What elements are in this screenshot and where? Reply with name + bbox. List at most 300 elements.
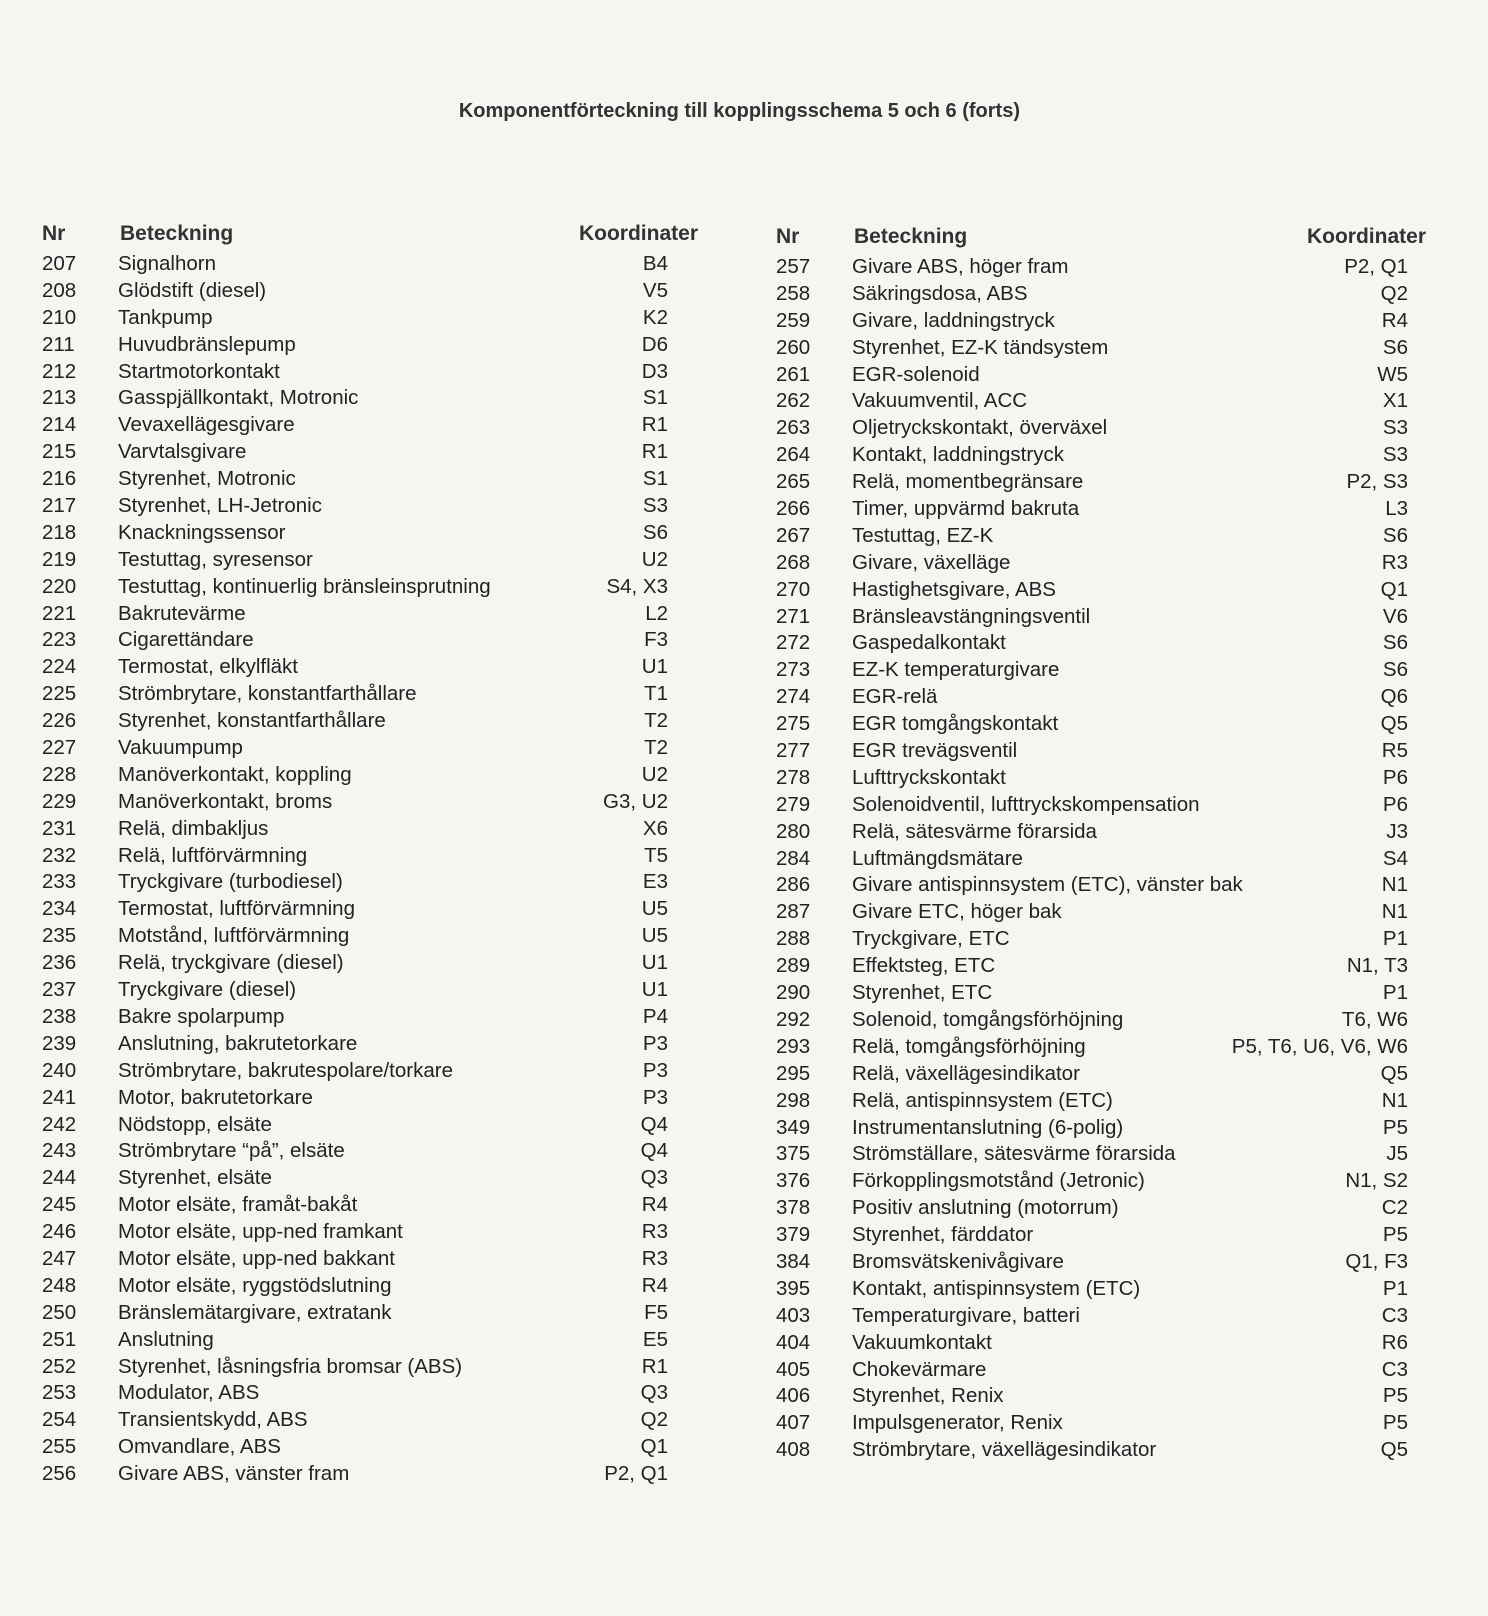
row-koordinater: P5 <box>1382 1115 1408 1139</box>
row-koordinater: U5 <box>641 897 668 921</box>
row-nr: 221 <box>42 601 77 625</box>
table-row <box>42 708 698 735</box>
row-koordinater: T5 <box>644 843 668 867</box>
row-koordinater: R4 <box>1381 308 1408 332</box>
row-koordinater: S6 <box>1382 631 1408 655</box>
row-beteckning: Modulator, ABS <box>118 1381 260 1405</box>
row-koordinater: Q1, F3 <box>1345 1249 1408 1273</box>
table-row <box>776 630 1426 657</box>
table-row <box>776 1195 1426 1222</box>
row-koordinater: P1 <box>1382 927 1408 951</box>
row-nr: 261 <box>776 362 811 386</box>
row-beteckning: Relä, dimbakljus <box>118 816 269 840</box>
row-beteckning: Hastighetsgivare, ABS <box>852 577 1056 601</box>
row-nr: 293 <box>776 1034 811 1058</box>
table-row <box>42 816 698 843</box>
row-beteckning: Motor elsäte, framåt-bakåt <box>118 1193 358 1217</box>
row-beteckning: Bakre spolarpump <box>118 1004 285 1028</box>
row-beteckning: Startmotorkontakt <box>118 359 280 383</box>
row-koordinater: P2, Q1 <box>1344 255 1408 278</box>
row-beteckning: Vakuumpump <box>118 736 243 760</box>
left-table-header <box>42 212 698 246</box>
row-beteckning: Strömbrytare “på”, elsäte <box>118 1139 345 1163</box>
row-beteckning: Tryckgivare (turbodiesel) <box>118 870 343 894</box>
row-koordinater: Q5 <box>1380 1061 1408 1085</box>
row-nr: 241 <box>42 1085 77 1109</box>
row-koordinater: Q4 <box>640 1139 668 1163</box>
table-row <box>776 254 1426 281</box>
row-koordinater: V6 <box>1382 604 1408 628</box>
row-nr: 224 <box>42 655 77 679</box>
table-row <box>776 711 1426 738</box>
table-row <box>776 926 1426 953</box>
table-row <box>42 923 698 950</box>
row-beteckning: Vakuumventil, ACC <box>852 389 1028 413</box>
table-row <box>42 493 698 520</box>
table-row <box>42 1165 698 1192</box>
row-beteckning: Styrenhet, LH-Jetronic <box>118 494 322 518</box>
row-koordinater: R3 <box>641 1220 668 1244</box>
row-nr: 290 <box>776 981 811 1005</box>
row-koordinater: P1 <box>1382 1276 1408 1300</box>
row-beteckning: Givare ETC, höger bak <box>852 900 1062 924</box>
row-nr: 288 <box>776 927 811 951</box>
row-nr: 264 <box>776 443 811 467</box>
row-beteckning: Strömbrytare, konstantfarthållare <box>118 682 417 706</box>
header-koordinater: Koordinater <box>578 222 698 245</box>
row-beteckning: Luftmängdsmätare <box>852 846 1023 870</box>
row-beteckning: Vakuumkontakt <box>852 1330 992 1354</box>
row-nr: 229 <box>42 789 77 813</box>
row-nr: 238 <box>42 1004 77 1028</box>
row-nr: 395 <box>776 1276 811 1300</box>
table-row <box>42 1380 698 1407</box>
row-beteckning: Styrenhet, konstantfarthållare <box>118 709 386 733</box>
row-koordinater: C3 <box>1381 1303 1408 1327</box>
row-nr: 298 <box>776 1088 811 1112</box>
row-nr: 270 <box>776 577 811 601</box>
row-koordinater: P4 <box>642 1004 668 1028</box>
table-row <box>42 547 698 574</box>
row-koordinater: C3 <box>1381 1357 1408 1381</box>
row-beteckning: Relä, sätesvärme förarsida <box>852 819 1097 843</box>
row-beteckning: EZ-K temperaturgivare <box>852 658 1060 682</box>
row-beteckning: Styrenhet, Motronic <box>118 467 296 491</box>
row-koordinater: T2 <box>644 736 668 760</box>
row-koordinater: P5 <box>1382 1384 1408 1408</box>
row-beteckning: EGR tomgångskontakt <box>852 712 1059 736</box>
row-nr: 237 <box>42 978 77 1002</box>
table-row <box>42 385 698 412</box>
table-row <box>42 1219 698 1246</box>
row-koordinater: D3 <box>641 359 668 383</box>
row-nr: 207 <box>42 252 77 275</box>
table-row <box>776 1410 1426 1437</box>
row-koordinater: R1 <box>641 440 668 464</box>
row-koordinater: Q1 <box>640 1435 668 1459</box>
row-koordinater: S6 <box>1382 523 1408 547</box>
row-koordinater: L3 <box>1385 497 1408 521</box>
table-row <box>42 1085 698 1112</box>
row-nr: 406 <box>776 1384 811 1408</box>
row-nr: 240 <box>42 1058 77 1082</box>
row-koordinater: S1 <box>642 386 668 410</box>
row-beteckning: Vevaxellägesgivare <box>118 413 295 437</box>
row-nr: 263 <box>776 416 811 440</box>
table-row <box>776 872 1426 899</box>
row-beteckning: Termostat, elkylfläkt <box>118 655 298 679</box>
table-row <box>776 1034 1426 1061</box>
row-beteckning: EGR trevägsventil <box>852 739 1018 763</box>
table-row <box>42 1300 698 1327</box>
table-row <box>42 412 698 439</box>
row-koordinater: T6, W6 <box>1341 1007 1408 1031</box>
row-nr: 225 <box>42 682 77 706</box>
row-koordinater: W5 <box>1377 362 1408 386</box>
row-beteckning: Givare ABS, vänster fram <box>118 1462 350 1486</box>
row-nr: 227 <box>42 736 77 760</box>
right-table-header <box>776 215 1426 249</box>
row-beteckning: Knackningssensor <box>118 520 286 544</box>
row-koordinater: U1 <box>641 951 668 975</box>
table-row <box>42 627 698 654</box>
row-beteckning: Huvudbränslepump <box>118 332 296 356</box>
row-nr: 273 <box>776 658 811 682</box>
table-row <box>42 332 698 359</box>
table-row <box>42 1058 698 1085</box>
table-row <box>776 308 1426 335</box>
table-row <box>776 1383 1426 1410</box>
row-koordinater: N1, T3 <box>1346 954 1408 978</box>
table-row <box>42 896 698 923</box>
row-nr: 245 <box>42 1193 77 1217</box>
row-nr: 239 <box>42 1031 77 1055</box>
row-koordinater: R3 <box>641 1246 668 1270</box>
row-beteckning: Motor elsäte, upp-ned framkant <box>118 1220 403 1244</box>
table-row <box>776 1007 1426 1034</box>
right-table-rows <box>776 254 1426 1464</box>
header-beteckning: Beteckning <box>854 225 968 248</box>
row-nr: 272 <box>776 631 811 655</box>
row-beteckning: Bakrutevärme <box>118 601 246 625</box>
row-nr: 292 <box>776 1007 811 1031</box>
row-koordinater: T1 <box>644 682 668 706</box>
table-row <box>776 1115 1426 1142</box>
row-nr: 252 <box>42 1354 77 1378</box>
row-beteckning: Relä, växellägesindikator <box>852 1061 1080 1085</box>
row-nr: 226 <box>42 709 77 733</box>
row-beteckning: Relä, luftförvärmning <box>118 843 308 867</box>
row-nr: 286 <box>776 873 811 897</box>
row-nr: 284 <box>776 846 811 870</box>
row-beteckning: Styrenhet, färddator <box>852 1223 1034 1247</box>
row-beteckning: Chokevärmare <box>852 1357 987 1381</box>
row-nr: 232 <box>42 843 77 867</box>
right-table <box>776 215 1426 1464</box>
row-nr: 247 <box>42 1246 77 1270</box>
row-beteckning: Impulsgenerator, Renix <box>852 1411 1063 1435</box>
row-beteckning: Testuttag, syresensor <box>118 547 313 571</box>
table-row <box>42 843 698 870</box>
row-nr: 220 <box>42 574 77 598</box>
row-koordinater: R4 <box>641 1193 668 1217</box>
row-koordinater: N1 <box>1381 1088 1408 1112</box>
header-nr: Nr <box>776 225 800 248</box>
header-koordinater: Koordinater <box>1306 225 1426 248</box>
table-row <box>776 1357 1426 1384</box>
row-koordinater: T2 <box>644 709 668 733</box>
row-beteckning: Temperaturgivare, batteri <box>852 1303 1080 1327</box>
row-nr: 404 <box>776 1330 811 1354</box>
row-koordinater: L2 <box>645 601 668 625</box>
table-row <box>776 1141 1426 1168</box>
row-koordinater: P2, S3 <box>1346 470 1408 494</box>
table-row <box>776 1222 1426 1249</box>
row-beteckning: Styrenhet, Renix <box>852 1384 1004 1408</box>
row-beteckning: Positiv anslutning (motorrum) <box>852 1196 1119 1220</box>
table-row <box>42 305 698 332</box>
row-beteckning: Tankpump <box>118 305 213 329</box>
table-row <box>776 657 1426 684</box>
row-nr: 295 <box>776 1061 811 1085</box>
row-beteckning: Manöverkontakt, koppling <box>118 762 352 786</box>
row-beteckning: Tryckgivare, ETC <box>852 927 1010 951</box>
row-beteckning: Kontakt, laddningstryck <box>852 443 1064 467</box>
row-koordinater: R1 <box>641 1354 668 1378</box>
row-beteckning: Signalhorn <box>118 252 217 275</box>
row-nr: 271 <box>776 604 811 628</box>
table-row <box>776 899 1426 926</box>
table-row <box>42 1327 698 1354</box>
table-row <box>776 577 1426 604</box>
row-beteckning: Bränsleavstängningsventil <box>852 604 1091 628</box>
row-beteckning: Relä, antispinnsystem (ETC) <box>852 1088 1113 1112</box>
row-nr: 277 <box>776 739 811 763</box>
row-nr: 223 <box>42 628 77 652</box>
row-nr: 218 <box>42 520 77 544</box>
table-row <box>42 359 698 386</box>
table-row <box>776 281 1426 308</box>
row-beteckning: Strömställare, sätesvärme förarsida <box>852 1142 1176 1166</box>
table-row <box>776 496 1426 523</box>
row-nr: 407 <box>776 1411 811 1435</box>
row-koordinater: J3 <box>1386 819 1408 843</box>
table-row <box>776 1249 1426 1276</box>
row-nr: 274 <box>776 685 811 709</box>
table-row <box>776 846 1426 873</box>
row-nr: 231 <box>42 816 77 840</box>
row-koordinater: Q2 <box>640 1408 668 1432</box>
row-beteckning: Nödstopp, elsäte <box>118 1112 272 1136</box>
row-beteckning: Cigarettändare <box>118 628 254 652</box>
row-koordinater: S6 <box>642 520 668 544</box>
row-nr: 349 <box>776 1115 811 1139</box>
table-row <box>42 1192 698 1219</box>
row-koordinater: Q5 <box>1380 1438 1408 1462</box>
table-row <box>42 1354 698 1381</box>
row-koordinater: P5, T6, U6, V6, W6 <box>1231 1034 1408 1058</box>
row-koordinater: E5 <box>642 1327 668 1351</box>
header-beteckning: Beteckning <box>120 222 234 245</box>
row-beteckning: Kontakt, antispinnsystem (ETC) <box>852 1276 1141 1300</box>
row-nr: 258 <box>776 281 811 305</box>
table-row <box>776 362 1426 389</box>
row-koordinater: K2 <box>642 305 668 329</box>
row-nr: 408 <box>776 1438 811 1462</box>
row-koordinater: N1 <box>1381 900 1408 924</box>
table-row <box>776 604 1426 631</box>
row-nr: 257 <box>776 255 811 278</box>
row-beteckning: Transientskydd, ABS <box>118 1408 308 1432</box>
row-beteckning: EGR-solenoid <box>852 362 980 386</box>
row-nr: 379 <box>776 1223 811 1247</box>
row-nr: 251 <box>42 1327 77 1351</box>
row-koordinater: U1 <box>641 978 668 1002</box>
row-nr: 253 <box>42 1381 77 1405</box>
row-beteckning: Relä, tryckgivare (diesel) <box>118 951 344 975</box>
row-koordinater: N1, S2 <box>1345 1169 1408 1193</box>
row-koordinater: Q6 <box>1380 685 1408 709</box>
row-beteckning: Givare, laddningstryck <box>852 308 1055 332</box>
row-nr: 234 <box>42 897 77 921</box>
row-koordinater: S3 <box>1382 416 1408 440</box>
row-koordinater: S4 <box>1382 846 1408 870</box>
row-koordinater: J5 <box>1386 1142 1408 1166</box>
row-koordinater: F3 <box>644 628 668 652</box>
table-row <box>42 439 698 466</box>
table-row <box>776 765 1426 792</box>
row-beteckning: Gasspjällkontakt, Motronic <box>118 386 359 410</box>
row-beteckning: Timer, uppvärmd bakruta <box>852 497 1080 521</box>
row-nr: 260 <box>776 335 811 359</box>
row-koordinater: S6 <box>1382 658 1408 682</box>
row-nr: 278 <box>776 765 811 789</box>
table-row <box>776 684 1426 711</box>
page-title: Komponentförteckning till kopplingsschema 5 och 6 (forts) <box>458 100 1020 122</box>
table-row <box>42 869 698 896</box>
row-nr: 287 <box>776 900 811 924</box>
row-koordinater: P6 <box>1382 792 1408 816</box>
row-nr: 228 <box>42 762 77 786</box>
row-beteckning: Bränslemätargivare, extratank <box>118 1300 392 1324</box>
table-row <box>42 1246 698 1273</box>
row-koordinater: R5 <box>1381 739 1408 763</box>
table-row <box>776 980 1426 1007</box>
row-nr: 214 <box>42 413 77 437</box>
row-koordinater: S3 <box>642 494 668 518</box>
row-nr: 246 <box>42 1220 77 1244</box>
row-koordinater: E3 <box>642 870 668 894</box>
table-row <box>776 1276 1426 1303</box>
row-beteckning: Anslutning <box>118 1327 214 1351</box>
row-nr: 256 <box>42 1462 77 1486</box>
row-beteckning: Givare ABS, höger fram <box>852 255 1069 278</box>
row-koordinater: Q3 <box>640 1381 668 1405</box>
table-row <box>42 466 698 493</box>
row-beteckning: Motstånd, luftförvärmning <box>118 924 350 948</box>
row-koordinater: Q2 <box>1380 281 1408 305</box>
row-nr: 268 <box>776 550 811 574</box>
row-koordinater: P3 <box>642 1058 668 1082</box>
row-nr: 233 <box>42 870 77 894</box>
table-row <box>42 1273 698 1300</box>
table-row <box>42 1407 698 1434</box>
table-row <box>42 789 698 816</box>
table-row <box>776 550 1426 577</box>
row-beteckning: Motor, bakrutetorkare <box>118 1085 313 1109</box>
row-koordinater: Q1 <box>1380 577 1408 601</box>
row-koordinater: B4 <box>642 252 668 275</box>
row-koordinater: V5 <box>642 278 668 302</box>
table-row <box>42 1004 698 1031</box>
row-nr: 279 <box>776 792 811 816</box>
table-row <box>42 520 698 547</box>
row-koordinater: U2 <box>641 762 668 786</box>
row-nr: 378 <box>776 1196 811 1220</box>
table-row <box>776 469 1426 496</box>
row-beteckning: Lufttryckskontakt <box>852 765 1006 789</box>
row-beteckning: Oljetryckskontakt, överväxel <box>852 416 1108 440</box>
row-nr: 250 <box>42 1300 77 1324</box>
row-nr: 403 <box>776 1303 811 1327</box>
row-koordinater: C2 <box>1381 1196 1408 1220</box>
row-nr: 255 <box>42 1435 77 1459</box>
row-nr: 208 <box>42 278 77 302</box>
row-koordinater: S3 <box>1382 443 1408 467</box>
row-beteckning: Varvtalsgivare <box>118 440 247 464</box>
table-row <box>776 1330 1426 1357</box>
row-beteckning: Glödstift (diesel) <box>118 278 267 302</box>
table-row <box>42 681 698 708</box>
table-row <box>776 523 1426 550</box>
row-beteckning: Relä, tomgångsförhöjning <box>852 1034 1086 1058</box>
row-koordinater: S4, X3 <box>606 574 668 598</box>
table-row <box>42 977 698 1004</box>
row-nr: 236 <box>42 951 77 975</box>
table-row <box>42 950 698 977</box>
table-row <box>776 792 1426 819</box>
row-koordinater: P5 <box>1382 1411 1408 1435</box>
row-nr: 254 <box>42 1408 77 1432</box>
row-koordinater: X1 <box>1382 389 1408 413</box>
table-row <box>776 819 1426 846</box>
row-koordinater: P3 <box>642 1031 668 1055</box>
table-row <box>776 335 1426 362</box>
table-row <box>776 953 1426 980</box>
row-nr: 211 <box>42 332 75 356</box>
row-beteckning: Gaspedalkontakt <box>852 631 1006 655</box>
table-row <box>776 415 1426 442</box>
table-row <box>42 601 698 628</box>
row-koordinater: P3 <box>642 1085 668 1109</box>
row-beteckning: Testuttag, EZ-K <box>852 523 994 547</box>
row-koordinater: R6 <box>1381 1330 1408 1354</box>
table-row <box>42 1434 698 1461</box>
row-nr: 242 <box>42 1112 77 1136</box>
row-koordinater: U5 <box>641 924 668 948</box>
row-beteckning: Tryckgivare (diesel) <box>118 978 297 1002</box>
row-beteckning: Manöverkontakt, broms <box>118 789 333 813</box>
table-row <box>776 1168 1426 1195</box>
table-row <box>42 1138 698 1165</box>
row-nr: 248 <box>42 1273 77 1297</box>
table-row <box>42 278 698 305</box>
row-nr: 217 <box>42 494 77 518</box>
row-beteckning: Bromsvätskenivågivare <box>852 1249 1064 1273</box>
row-koordinater: G3, U2 <box>603 789 668 813</box>
table-row <box>776 1437 1426 1464</box>
table-row <box>776 442 1426 469</box>
